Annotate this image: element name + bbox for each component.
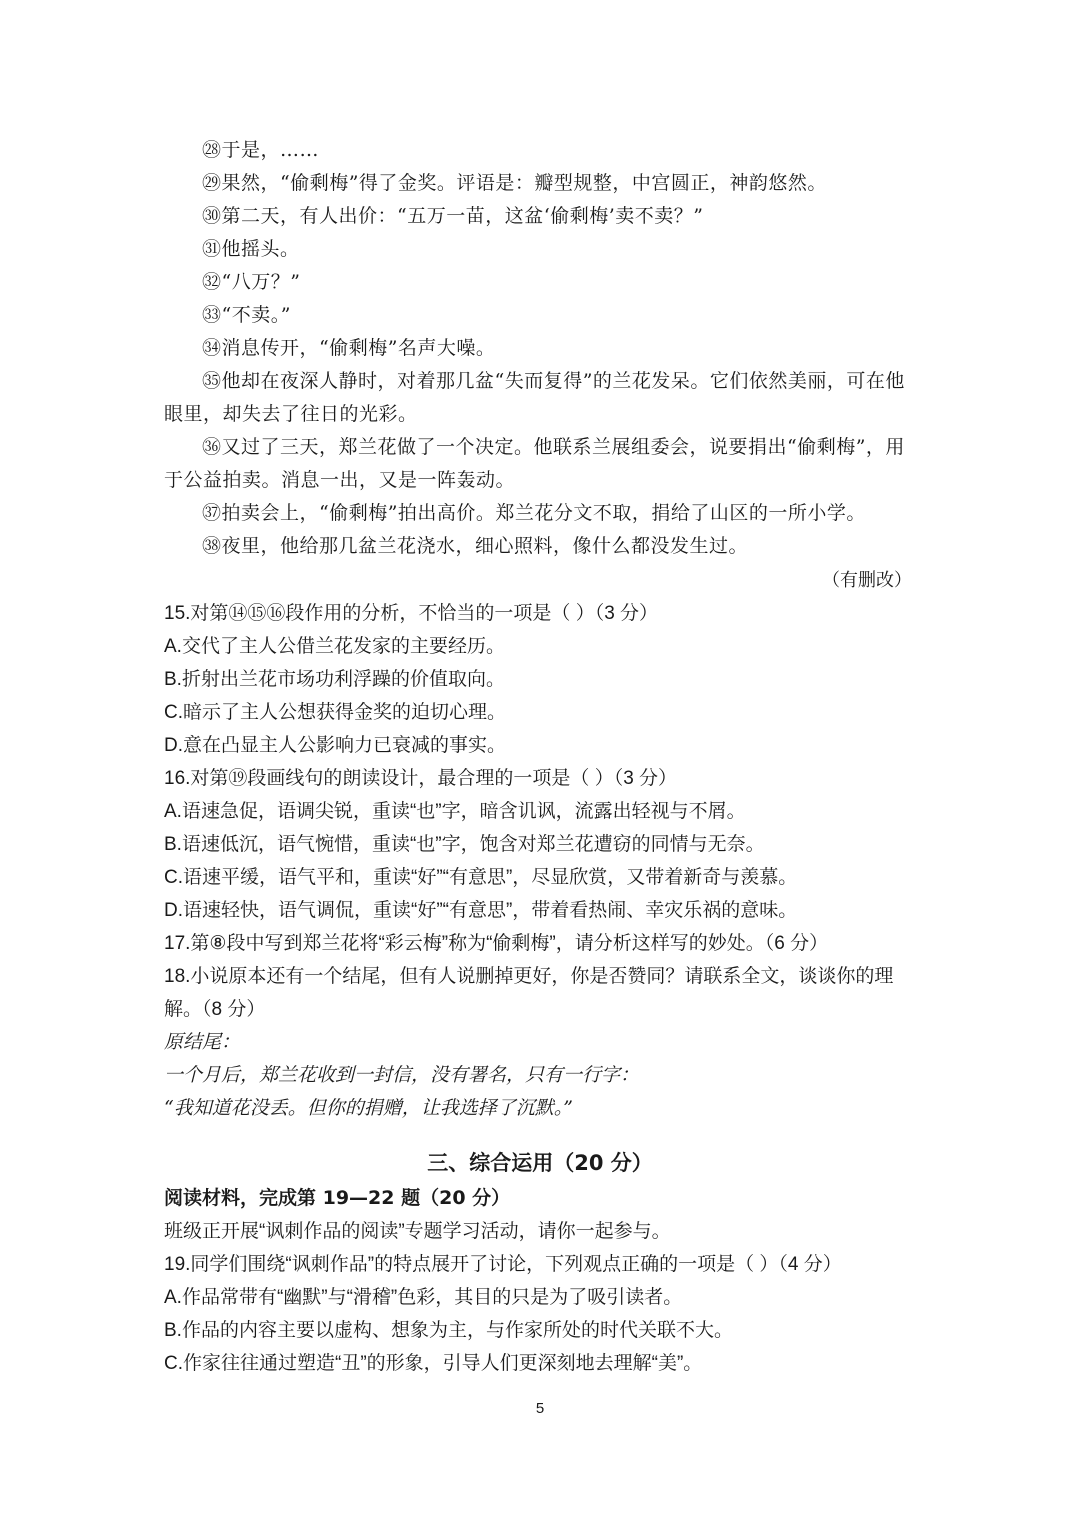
section-3-title: 三、综合运用（20 分） <box>427 1151 653 1175</box>
question-19: 19.同学们围绕“讽刺作品”的特点展开了讨论，下列观点正确的一项是（ ）（4 分） <box>164 1254 842 1275</box>
page-number: 5 <box>535 1400 545 1417</box>
source-note: （有删改） <box>822 570 912 591</box>
story-paragraph-32: ㉜“八万？” <box>202 271 301 293</box>
story-paragraph-37: ㊲拍卖会上，“偷剩梅”拍出高价。郑兰花分文不取，捐给了山区的一所小学。 <box>202 502 866 524</box>
question-16-option-b: B.语速低沉，语气惋惜，重读“也”字，饱含对郑兰花遭窃的同情与无奈。 <box>164 834 765 855</box>
question-18-original-ending-label: 原结尾： <box>164 1031 241 1053</box>
question-15-option-b: B.折射出兰花市场功利浮躁的价值取向。 <box>164 669 505 690</box>
story-paragraph-28: ㉘于是，…… <box>202 139 320 161</box>
question-19-option-a: A.作品常带有“幽默”与“滑稽”色彩，其目的只是为了吸引读者。 <box>164 1287 683 1308</box>
question-19-option-b: B.作品的内容主要以虚构、想象为主，与作家所处的时代关联不大。 <box>164 1320 733 1341</box>
question-16-option-c: C.语速平缓，语气平和，重读“好”“有意思”，尽显欣赏，又带着新奇与羡慕。 <box>164 867 798 888</box>
section-3-intro: 阅读材料，完成第 19—22 题（20 分） <box>164 1187 511 1209</box>
story-paragraph-35: ㉟他却在夜深人静时，对着那几盆“失而复得”的兰花发呆。它们依然美丽，可在他眼里，却失去了往日的光彩。 <box>164 370 905 425</box>
question-16-option-a: A.语速急促，语调尖锐，重读“也”字，暗含讥讽，流露出轻视与不屑。 <box>164 801 746 822</box>
story-paragraph-34: ㉞消息传开，“偷剩梅”名声大噪。 <box>202 337 496 359</box>
question-18-original-ending-line-2: “我知道花没丢。但你的捐赠，让我选择了沉默。” <box>164 1097 573 1119</box>
story-paragraph-38: ㊳夜里，他给那几盆兰花浇水，细心照料，像什么都没发生过。 <box>202 535 749 557</box>
story-paragraph-36: ㊱又过了三天，郑兰花做了一个决定。他联系兰展组委会，说要捐出“偷剩梅”，用于公益拍卖。消息一出，又是一阵轰动。 <box>164 436 905 491</box>
question-16-option-d: D.语速轻快，语气调侃，重读“好”“有意思”，带着看热闹、幸灾乐祸的意味。 <box>164 900 798 921</box>
section-3-context: 班级正开展“讽刺作品的阅读”专题学习活动，请你一起参与。 <box>164 1221 671 1242</box>
story-paragraph-30: ㉚第二天，有人出价：“五万一苗，这盆‘偷剩梅’卖不卖？” <box>202 205 704 227</box>
question-18-original-ending-line-1: 一个月后，郑兰花收到一封信，没有署名，只有一行字： <box>164 1064 640 1086</box>
question-15-option-a: A.交代了主人公借兰花发家的主要经历。 <box>164 636 505 657</box>
question-15: 15.对第⑭⑮⑯段作用的分析，不恰当的一项是（ ）（3 分） <box>164 603 659 624</box>
question-19-option-c: C.作家往往通过塑造“丑”的形象，引导人们更深刻地去理解“美”。 <box>164 1353 703 1374</box>
story-paragraph-33: ㉝“不卖。” <box>202 304 291 326</box>
story-paragraph-31: ㉛他摇头。 <box>202 238 300 260</box>
question-18: 18.小说原本还有一个结尾，但有人说删掉更好，你是否赞同？请联系全文，谈谈你的理解。（8 分） <box>164 966 894 1020</box>
question-17: 17.第⑧段中写到郑兰花将“彩云梅”称为“偷剩梅”，请分析这样写的妙处。（6 分） <box>164 933 829 954</box>
story-paragraph-29: ㉙果然，“偷剩梅”得了金奖。评语是：瓣型规整，中宫圆正，神韵悠然。 <box>202 172 827 194</box>
question-15-option-c: C.暗示了主人公想获得金奖的迫切心理。 <box>164 702 507 723</box>
question-16: 16.对第⑲段画线句的朗读设计，最合理的一项是（ ）（3 分） <box>164 768 678 789</box>
question-15-option-d: D.意在凸显主人公影响力已衰减的事实。 <box>164 735 507 756</box>
